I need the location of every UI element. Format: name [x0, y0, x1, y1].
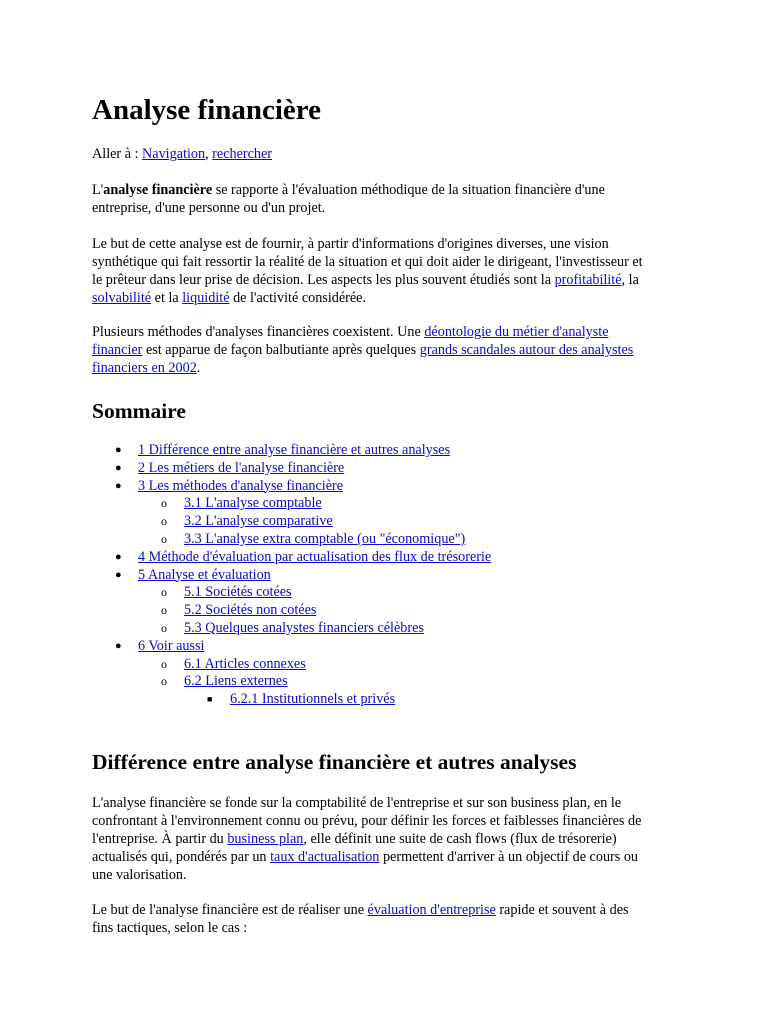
toc-bullet: o [161, 620, 167, 635]
deontology-link[interactable]: déontologie du métier d'analyste financier [92, 324, 609, 358]
toc-bullet: o [161, 674, 167, 689]
toc-item [92, 584, 652, 602]
section-2-text-2: rapide et souvent à des fins tactiques, selon le cas : [92, 902, 629, 936]
toc-bullet: ● [115, 550, 122, 563]
section-paragraph-1 [92, 794, 652, 884]
toc-title: Sommaire [92, 399, 186, 423]
toc-link[interactable]: 5 Analyse et évaluation [138, 566, 271, 583]
toc-item [92, 602, 652, 620]
toc-link[interactable]: 3.1 L'analyse comptable [184, 495, 322, 512]
toc-link[interactable]: 1 Différence entre analyse financière et autres analyses [138, 442, 451, 458]
intro-paragraph [92, 181, 652, 217]
business-plan-link[interactable]: business plan [227, 831, 304, 847]
methods-paragraph [92, 323, 652, 377]
toc-bullet: ■ [207, 694, 213, 705]
toc-link[interactable]: 2 Les métiers de l'analyse financière [138, 459, 345, 476]
table-of-contents [92, 442, 652, 709]
solvency-link[interactable]: solvabilité [92, 290, 152, 306]
intro-bold-term: analyse financière [103, 182, 213, 198]
toc-item [92, 567, 652, 585]
toc-link[interactable]: 6 Voir aussi [138, 637, 205, 654]
toc-link[interactable]: 6.2.1 Institutionnels et privés [230, 691, 396, 708]
toc-bullet: o [161, 496, 167, 511]
toc-link[interactable]: 3.2 L'analyse comparative [184, 513, 333, 530]
section-paragraph-2 [92, 901, 652, 937]
purpose-text-4: de l'activité considérée. [229, 290, 367, 306]
section-title: Différence entre analyse financière et autres analyses [92, 750, 577, 774]
profitability-link[interactable]: profitabilité [554, 272, 622, 288]
toc-bullet: ● [115, 568, 122, 581]
liquidity-link[interactable]: liquidité [182, 290, 230, 306]
toc-item [92, 478, 652, 496]
toc-item [92, 620, 652, 638]
toc-bullet: ● [115, 461, 122, 474]
toc-link[interactable]: 6.2 Liens externes [184, 673, 288, 690]
purpose-text: Le but de cette analyse est de fournir, à partir d'informations d'origines diverses, une vision synthétique qui fait ressortir la réalité de la situation et qui doit aider le dirigeant, l'investisseur et le prêteur dans leur prise de décision. Les aspects les plus souvent étudiés sont la [92, 236, 643, 288]
toc-bullet: ● [115, 639, 122, 652]
jump-to-line [92, 145, 652, 163]
toc-bullet: o [161, 585, 167, 600]
toc-bullet: ● [115, 479, 122, 492]
methods-text-2: est apparue de façon balbutiante après quelques [142, 342, 420, 358]
toc-bullet: o [161, 514, 167, 529]
purpose-text-2: , la [621, 272, 639, 288]
discount-rate-link[interactable]: taux d'actualisation [270, 849, 380, 865]
scandals-link[interactable]: grands scandales autour des analystes financiers en 2002 [92, 342, 634, 376]
toc-link[interactable]: 5.3 Quelques analystes financiers célèbres [184, 619, 424, 636]
toc-item [92, 549, 652, 567]
purpose-text-3: et la [151, 290, 183, 306]
methods-text: Plusieurs méthodes d'analyses financières coexistent. Une [92, 324, 425, 340]
intro-text-rest: se rapporte à l'évaluation méthodique de la situation financière d'une entreprise, d'une personne ou d'un projet. [92, 182, 605, 216]
purpose-paragraph [92, 235, 652, 307]
section-text-2: , elle définit une suite de cash flows (flux de trésorerie) actualisés qui, pondérés par un [92, 831, 617, 865]
jump-to-separator: , [205, 146, 213, 162]
toc-item [92, 691, 652, 709]
methods-text-3: . [196, 360, 201, 376]
toc-item [92, 638, 652, 656]
toc-item [92, 673, 652, 691]
toc-item [92, 495, 652, 513]
jump-to-prefix: Aller à : [92, 146, 143, 162]
toc-link[interactable]: 3 Les méthodes d'analyse financière [138, 477, 344, 494]
intro-text: L' [92, 182, 104, 198]
section-text: L'analyse financière se fonde sur la comptabilité de l'entreprise et sur son business plan, en le confrontant à l'environnement connu ou prévu, pour définir les forces et faiblesses financières de l'entreprise. À partir du [92, 795, 642, 847]
toc-item [92, 442, 652, 460]
toc-item [92, 531, 652, 549]
toc-link[interactable]: 6.1 Articles connexes [184, 655, 306, 672]
page-title: Analyse financière [92, 94, 322, 126]
business-valuation-link[interactable]: évaluation d'entreprise [367, 902, 496, 918]
toc-bullet: o [161, 656, 167, 671]
section-text-3: permettent d'arriver à un objectif de cours ou une valorisation. [92, 849, 639, 883]
toc-bullet: o [161, 531, 167, 546]
toc-link[interactable]: 5.2 Sociétés non cotées [184, 602, 317, 619]
toc-item [92, 460, 652, 478]
toc-bullet: o [161, 603, 167, 618]
section-2-text: Le but de l'analyse financière est de réaliser une [92, 902, 368, 918]
toc-item [92, 513, 652, 531]
navigation-link[interactable]: Navigation [142, 146, 206, 162]
toc-link[interactable]: 3.3 L'analyse extra comptable (ou "économique") [184, 530, 466, 547]
search-link[interactable]: rechercher [212, 146, 273, 162]
toc-link[interactable]: 4 Méthode d'évaluation par actualisation des flux de trésorerie [138, 548, 492, 565]
toc-link[interactable]: 5.1 Sociétés cotées [184, 584, 292, 601]
toc-item [92, 656, 652, 674]
toc-bullet: ● [115, 444, 122, 456]
